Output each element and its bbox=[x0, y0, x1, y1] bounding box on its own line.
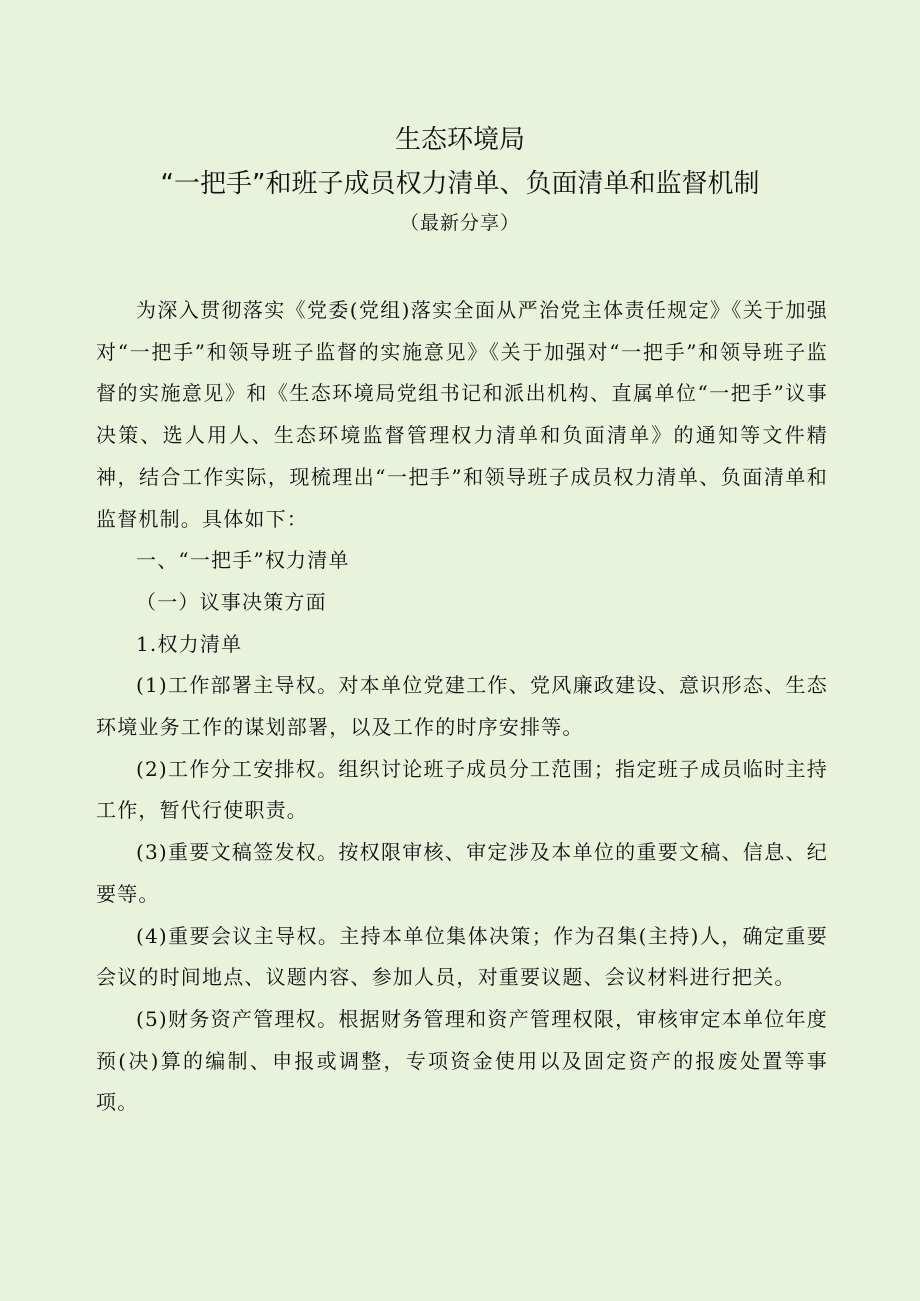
paragraph-5: (5)财务资产管理权。根据财务管理和资产管理权限，审核审定本单位年度预(决)算的编制、申报或调整，专项资金使用以及固定资产的报废处置等事项。 bbox=[96, 1006, 828, 1115]
title-block bbox=[0, 118, 920, 238]
intro-paragraph: 为深入贯彻落实《党委(党组)落实全面从严治党主体责任规定》《关于加强对“一把手”和领导班子监督的实施意见》《关于加强对“一把手”和领导班子监督的实施意见》和《生态环境局党组书记和派出机构、直属单位“一把手”议事决策、选人用人、生态环境监督管理权力清单和负面清单》的通知等文件精神，结合工作实际，现梳理出“一把手”和领导班子成员权力清单、负面清单和监督机制。具体如下： bbox=[96, 298, 828, 531]
title-line-1: 生态环境局 bbox=[394, 125, 525, 155]
section-heading-1: 一、“一把手”权力清单 bbox=[136, 548, 350, 573]
paragraph-3: (3)重要文稿签发权。按权限审核、审定涉及本单位的重要文稿、信息、纪要等。 bbox=[96, 840, 828, 906]
subsection-heading-1: （一）议事决策方面 bbox=[136, 589, 327, 614]
title-line-2: “一把手”和班子成员权力清单、负面清单和监督机制 bbox=[160, 169, 760, 199]
document-body bbox=[96, 290, 828, 1124]
subtitle: （最新分享） bbox=[399, 212, 520, 234]
paragraph-1: (1)工作部署主导权。对本单位党建工作、党风廉政建设、意识形态、生态环境业务工作的谋划部署，以及工作的时序安排等。 bbox=[96, 673, 828, 740]
paragraph-2: (2)工作分工安排权。组织讨论班子成员分工范围；指定班子成员临时主持工作，暂代行使职责。 bbox=[96, 756, 828, 823]
item-heading-1: 1.权力清单 bbox=[136, 631, 243, 656]
paragraph-4: (4)重要会议主导权。主持本单位集体决策；作为召集(主持)人，确定重要会议的时间地点、议题内容、参加人员，对重要议题、会议材料进行把关。 bbox=[96, 923, 828, 990]
